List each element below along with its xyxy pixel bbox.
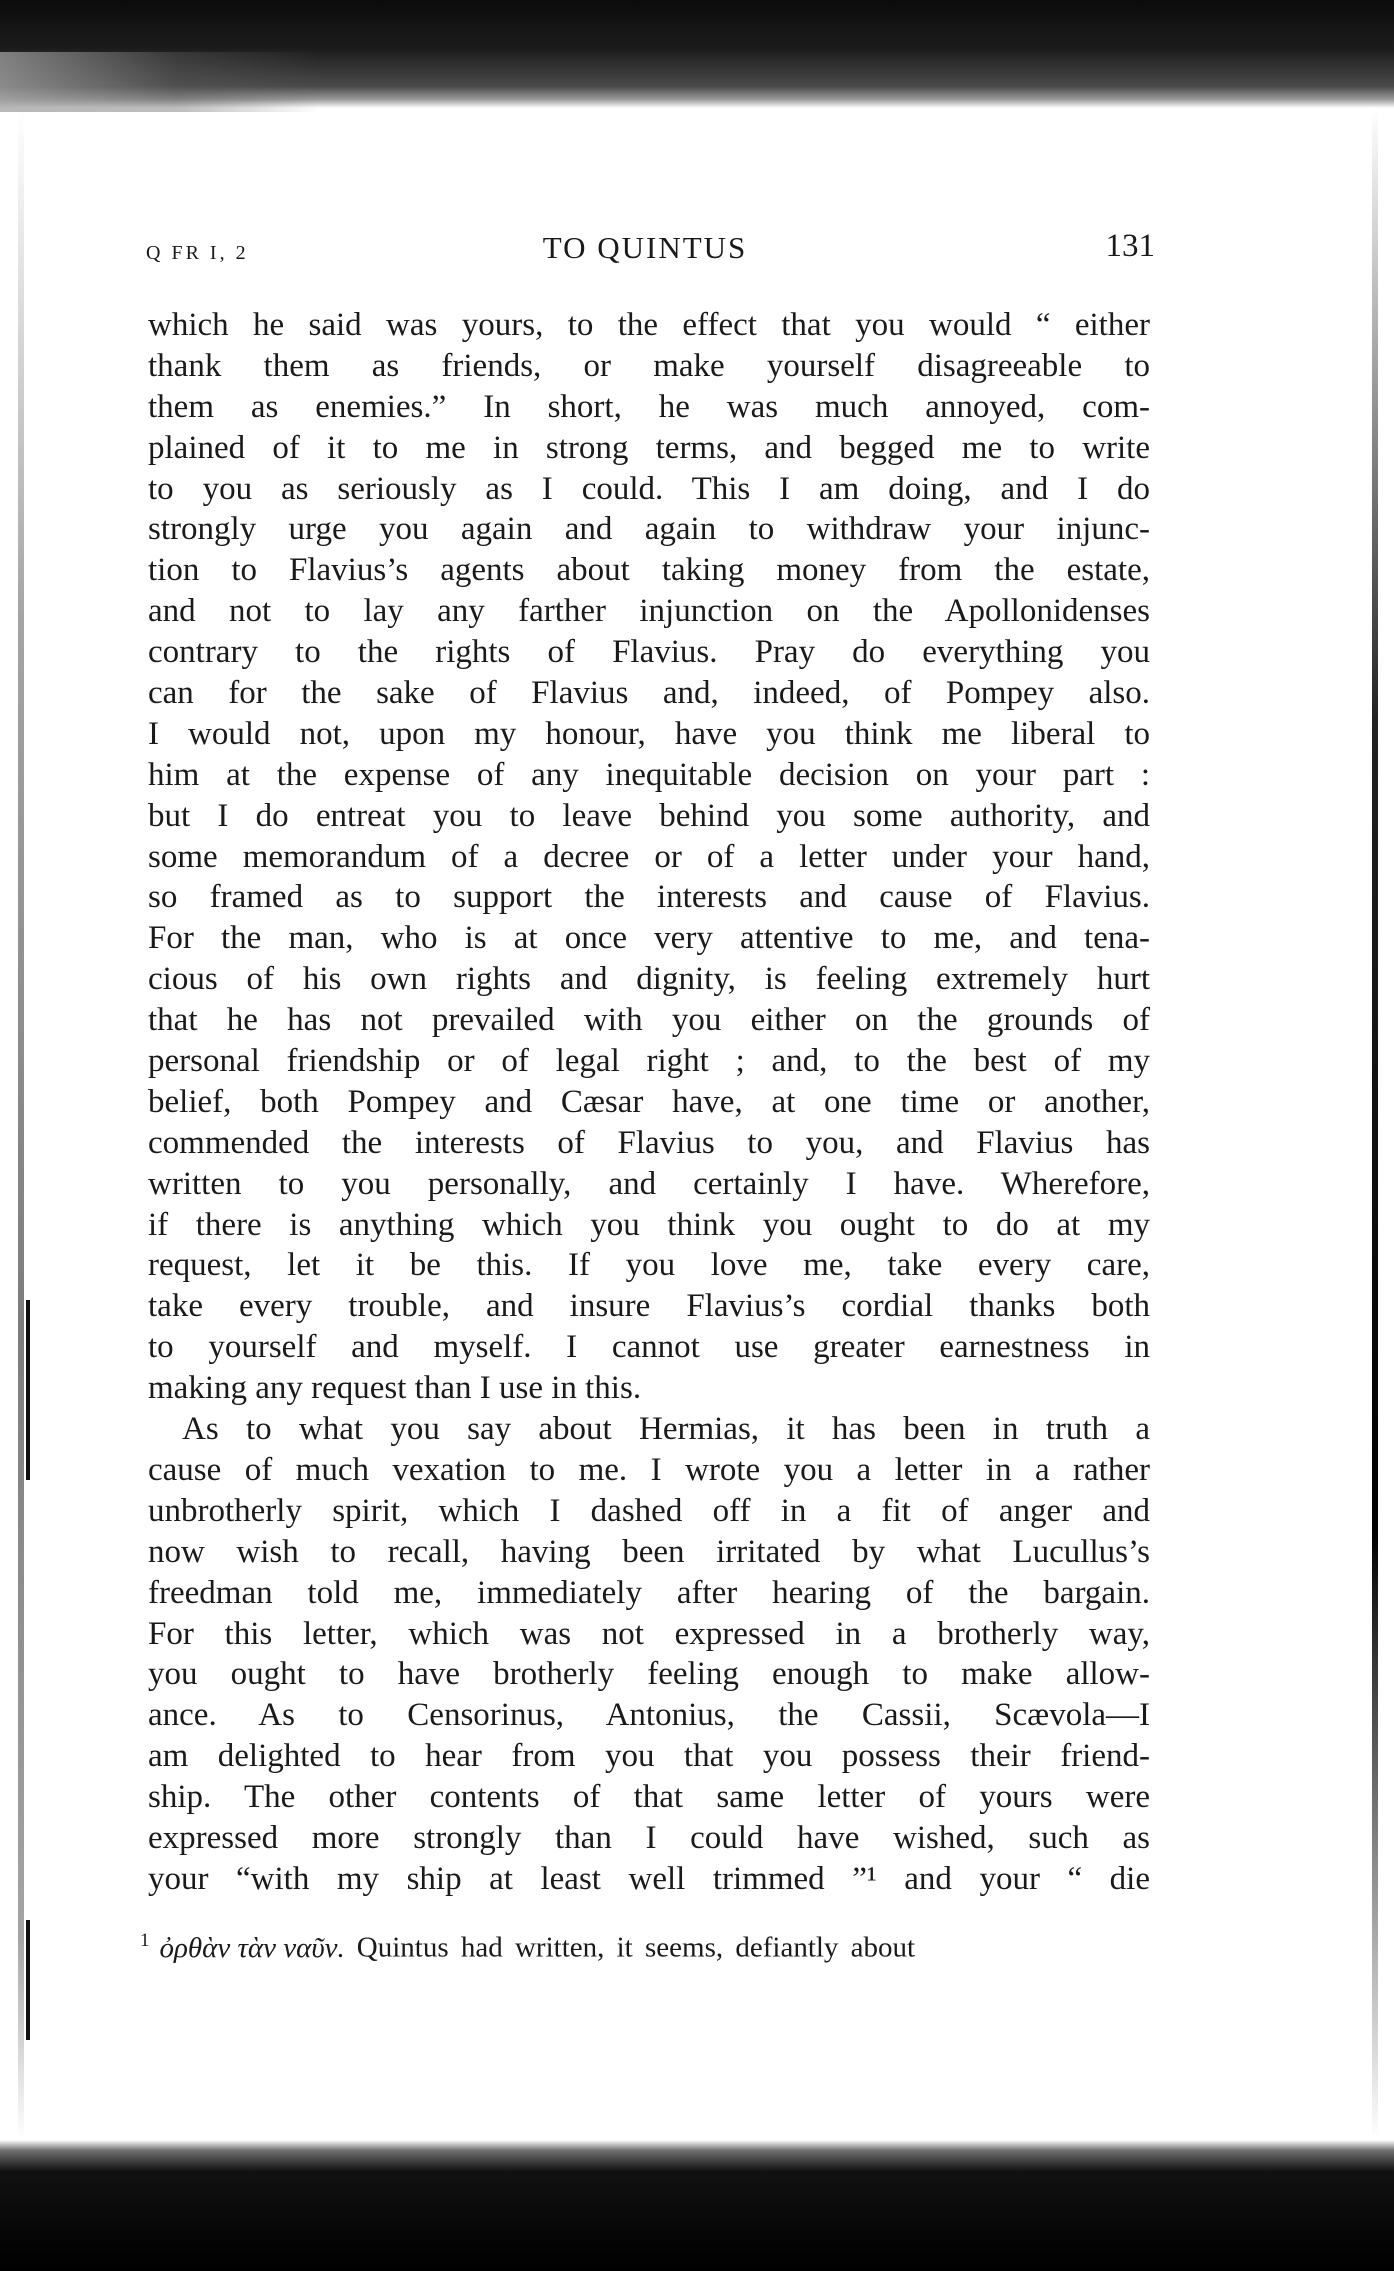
running-head xyxy=(140,228,1155,270)
page-right-edge xyxy=(1372,110,1378,2140)
text-line: you ought to have brotherly feeling enough to make allow- xyxy=(148,1656,1150,1693)
text-line: them as enemies.” In short, he was much annoyed, com- xyxy=(148,388,1150,425)
text-line: and not to lay any farther injunction on the Apollonidenses xyxy=(148,593,1150,630)
text-line: can for the sake of Flavius and, indeed, of Pompey also. xyxy=(148,675,1150,712)
text-line: strongly urge you again and again to withdraw your injunc- xyxy=(148,511,1150,548)
binding-mark xyxy=(26,1300,30,1480)
text-line: tion to Flavius’s agents about taking money from the estate, xyxy=(148,552,1150,589)
text-line: I would not, upon my honour, have you think me liberal to xyxy=(148,715,1150,752)
footnote xyxy=(140,1930,1150,1970)
text-line: ance. As to Censorinus, Antonius, the Cassii, Scævola—I xyxy=(148,1697,1150,1734)
scan-top-shadow xyxy=(0,52,320,112)
text-line: unbrotherly spirit, which I dashed off in a fit of anger and xyxy=(148,1492,1150,1529)
text-line: so framed as to support the interests and cause of Flavius. xyxy=(148,879,1150,916)
page-gutter-shadow xyxy=(18,110,24,2140)
running-head-reference: Q FR I, 2 xyxy=(146,242,249,264)
text-line: As to what you say about Hermias, it has been in truth a xyxy=(182,1411,1150,1448)
text-line: request, let it be this. If you love me, take every care, xyxy=(148,1247,1150,1284)
text-line: freedman told me, immediately after hearing of the bargain. xyxy=(148,1574,1150,1611)
running-head-title: TO QUINTUS xyxy=(542,230,748,265)
footnote-marker: 1 xyxy=(140,1930,150,1951)
text-line: if there is anything which you think you ought to do at my xyxy=(148,1206,1150,1243)
text-line: commended the interests of Flavius to you, and Flavius has xyxy=(148,1124,1150,1161)
footnote-greek-quote: ὀρθὰν τὰν ναῦν. xyxy=(159,1931,345,1964)
binding-mark xyxy=(26,1920,30,2040)
text-line: am delighted to hear from you that you possess their friend- xyxy=(148,1738,1150,1775)
text-line: expressed more strongly than I could have wished, such as xyxy=(148,1819,1150,1856)
text-line: personal friendship or of legal right ; and, to the best of my xyxy=(148,1043,1150,1080)
text-line: your “with my ship at least well trimmed ”¹ and your “ die xyxy=(148,1860,1150,1897)
text-line: written to you personally, and certainly I have. Wherefore, xyxy=(148,1165,1150,1202)
text-line: thank them as friends, or make yourself disagreeable to xyxy=(148,347,1150,384)
body-text xyxy=(148,305,1150,1900)
text-line: making any request than I use in this. xyxy=(148,1370,642,1407)
text-line: contrary to the rights of Flavius. Pray do everything you xyxy=(148,634,1150,671)
text-line: now wish to recall, having been irritated by what Lucullus’s xyxy=(148,1533,1150,1570)
text-line: belief, both Pompey and Cæsar have, at one time or another, xyxy=(148,1083,1150,1120)
text-line: him at the expense of any inequitable decision on your part : xyxy=(148,756,1150,793)
text-line: some memorandum of a decree or of a letter under your hand, xyxy=(148,838,1150,875)
scan-bottom-edge xyxy=(0,2140,1394,2271)
text-line: but I do entreat you to leave behind you some authority, and xyxy=(148,797,1150,834)
text-line: cause of much vexation to me. I wrote you a letter in a rather xyxy=(148,1451,1150,1488)
page-number: 131 xyxy=(1105,228,1155,264)
text-line: For this letter, which was not expressed in a brotherly way, xyxy=(148,1615,1150,1652)
text-line: For the man, who is at once very attentive to me, and tena- xyxy=(148,920,1150,957)
text-line: plained of it to me in strong terms, and begged me to write xyxy=(148,429,1150,466)
text-line: take every trouble, and insure Flavius’s cordial thanks both xyxy=(148,1288,1150,1325)
text-line: to yourself and myself. I cannot use greater earnestness in xyxy=(148,1329,1150,1366)
text-line: cious of his own rights and dignity, is feeling extremely hurt xyxy=(148,961,1150,998)
text-line: which he said was yours, to the effect that you would “ either xyxy=(148,307,1150,343)
text-line: to you as seriously as I could. This I am doing, and I do xyxy=(148,470,1150,507)
text-line: ship. The other contents of that same letter of yours were xyxy=(148,1779,1150,1816)
text-line: that he has not prevailed with you either on the grounds of xyxy=(148,1002,1150,1039)
footnote-text: Quintus had written, it seems, defiantly about xyxy=(356,1931,916,1964)
